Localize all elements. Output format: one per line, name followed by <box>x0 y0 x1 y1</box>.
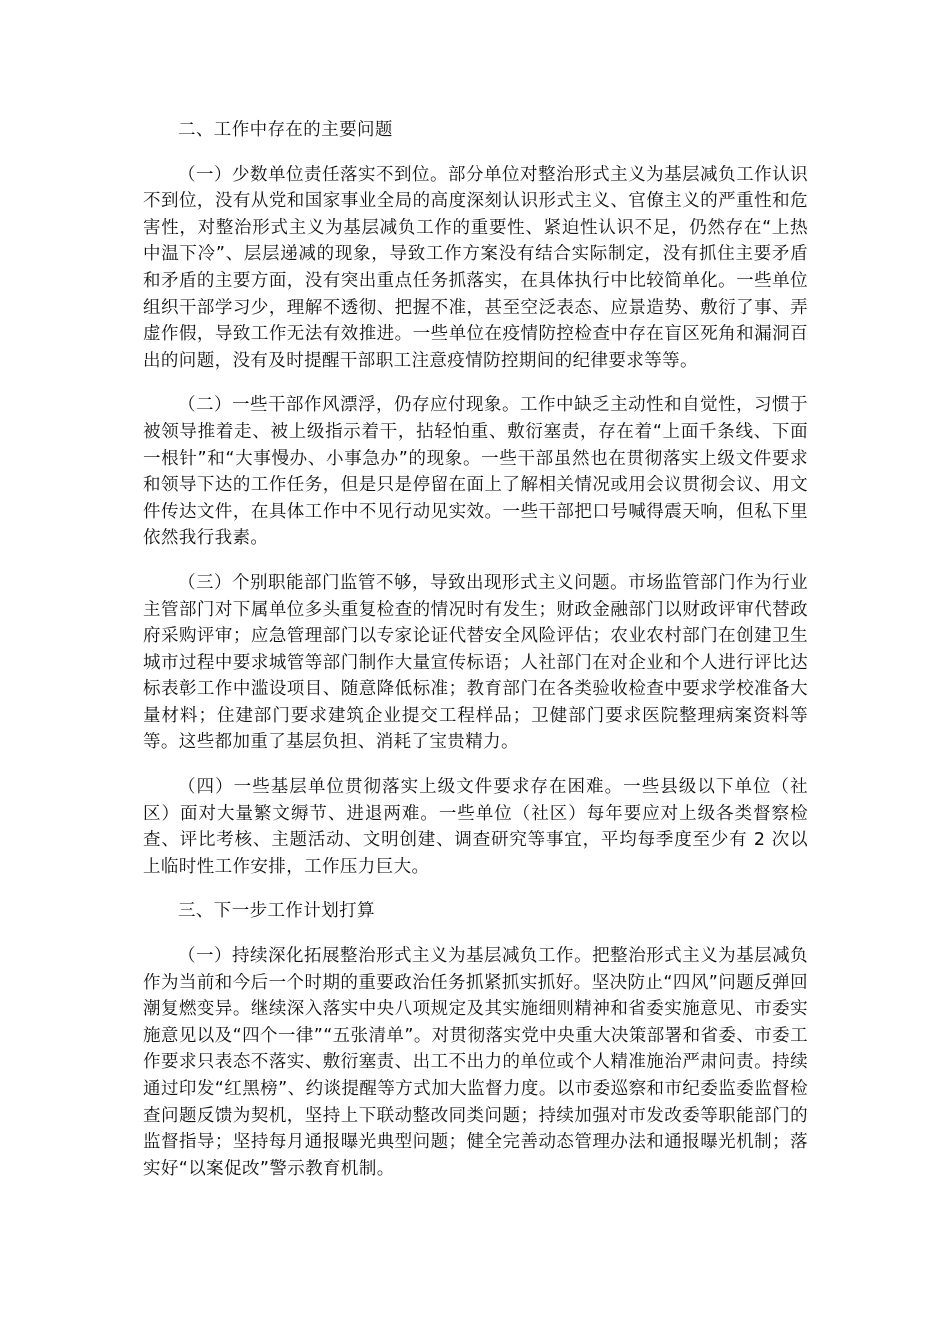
paragraph-supervision: （三）个别职能部门监管不够，导致出现形式主义问题。市场监管部门作为行业主管部门对下属单位多头重复检查的情况时有发生；财政金融部门以财政评审代替政府采购评审；应急管理部门以专家论证代替安全风险评估；农业农村部门在创建卫生城市过程中要求城管等部门制作大量宣传标语；人社部门在对企业和个人进行评比达标表彰工作中滥设项目、随意降低标准；教育部门在各类验收检查中要求学校准备大量材料；住建部门要求建筑企业提交工程样品；卫健部门要求医院整理病案资料等等。这些都加重了基层负担、消耗了宝贵精力。 <box>143 572 808 753</box>
paragraph-grassroots-difficulty: （四）一些基层单位贯彻落实上级文件要求存在困难。一些县级以下单位（社区）面对大量繁文缛节、进退两难。一些单位（社区）每年要应对上级各类督察检查、评比考核、主题活动、文明创建、调查研究等事宜，平均每季度至少有 2 次以上临时性工作安排，工作压力巨大。 <box>143 777 808 877</box>
paragraph-next-steps: （一）持续深化拓展整治形式主义为基层减负工作。把整治形式主义为基层减负作为当前和今后一个时期的重要政治任务抓紧抓实抓好。坚决防止“四风”问题反弹回潮复燃变异。继续深入落实中央八项规定及其实施细则精神和省委实施意见、市委实施意见以及“四个一律”“五张清单”。对贯彻落实党中央重大决策部署和省委、市委工作要求只表态不落实、敷衍塞责、出工不出力的单位或个人精准施治严肃问责。持续通过印发“红黑榜”、约谈提醒等方式加大监督力度。以市委巡察和市纪委监委监督检查问题反馈为契机，坚持上下联动整改同类问题；持续加强对市发改委等职能部门的监督指导；坚持每月通报曝光典型问题；健全完善动态管理办法和通报曝光机制；落实好“以案促改”警示教育机制。 <box>143 946 808 1179</box>
paragraph-work-style: （二）一些干部作风漂浮，仍存应付现象。工作中缺乏主动性和自觉性，习惯于被领导推着走、被上级指示着干，拈轻怕重、敷衍塞责，存在着“上面千条线、下面一根针”和“大事慢办、小事急办”的现象。一些干部虽然也在贯彻落实上级文件要求和领导下达的工作任务，但是只是停留在面上了解相关情况或用会议贯彻会议、用文件传达文件，在具体工作中不见行动见实效。一些干部把口号喊得震天响，但私下里依然我行我素。 <box>143 395 808 549</box>
paragraph-responsibility: （一）少数单位责任落实不到位。部分单位对整治形式主义为基层减负工作认识不到位，没有从党和国家事业全局的高度深刻认识形式主义、官僚主义的严重性和危害性，对整治形式主义为基层减负工作的重要性、紧迫性认识不足，仍然存在“上热中温下冷”、层层递减的现象，导致工作方案没有结合实际制定，没有抓住主要矛盾和矛盾的主要方面，没有突出重点任务抓落实，在具体执行中比较简单化。一些单位组织干部学习少，理解不透彻、把握不准，甚至空泛表态、应景造势、敷衍了事、弄虚作假，导致工作无法有效推进。一些单位在疫情防控检查中存在盲区死角和漏洞百出的问题，没有及时提醒干部职工注意疫情防控期间的纪律要求等等。 <box>143 164 808 371</box>
section-two-heading: 二、工作中存在的主要问题 <box>178 120 393 140</box>
document-body <box>143 117 808 1200</box>
section-three-heading: 三、下一步工作计划打算 <box>178 901 375 922</box>
